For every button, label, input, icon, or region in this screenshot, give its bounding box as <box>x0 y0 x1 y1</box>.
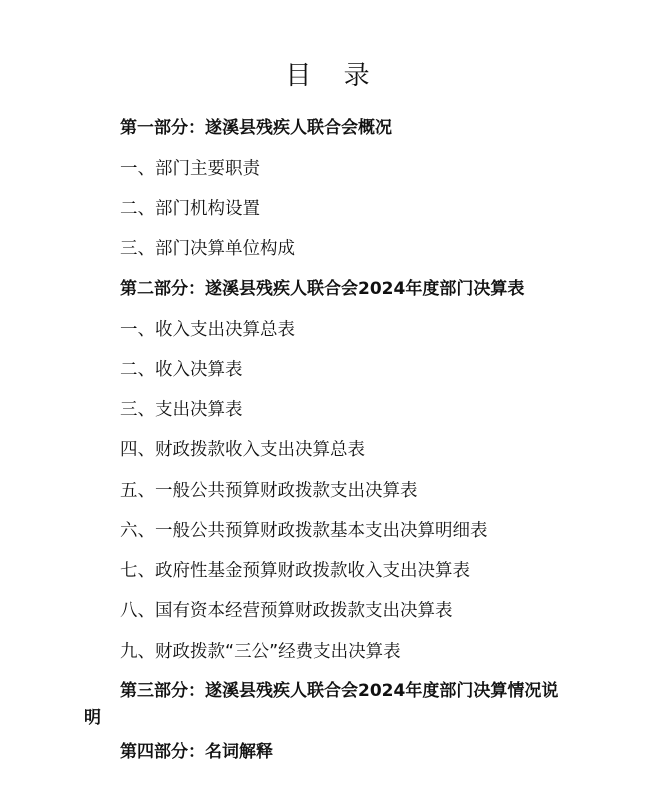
toc-item: 二、部门机构设置 <box>120 199 260 219</box>
toc-item: 七、政府性基金预算财政拨款收入支出决算表 <box>120 561 470 581</box>
toc-item: 五、一般公共预算财政拨款支出决算表 <box>120 481 418 501</box>
toc-item: 三、部门决算单位构成 <box>120 239 295 259</box>
toc-item: 三、支出决算表 <box>120 400 243 420</box>
part1-heading: 第一部分：遂溪县残疾人联合会概况 <box>120 118 392 138</box>
part4-heading: 第四部分：名词解释 <box>120 742 273 762</box>
toc-item: 一、收入支出决算总表 <box>120 320 295 340</box>
toc-item: 一、部门主要职责 <box>120 159 260 179</box>
toc-item: 六、一般公共预算财政拨款基本支出决算明细表 <box>120 521 488 541</box>
part3-heading: 第三部分：遂溪县残疾人联合会2024年度部门决算情况说明 <box>84 681 559 728</box>
toc-item: 二、收入决算表 <box>120 360 243 380</box>
toc-item: 四、财政拨款收入支出决算总表 <box>120 440 365 460</box>
toc-item: 九、财政拨款“三公”经费支出决算表 <box>120 642 401 662</box>
toc-title: 目 录 <box>285 61 382 91</box>
part2-heading: 第二部分：遂溪县残疾人联合会2024年度部门决算表 <box>120 279 525 299</box>
toc-item: 八、国有资本经营预算财政拨款支出决算表 <box>120 601 453 621</box>
